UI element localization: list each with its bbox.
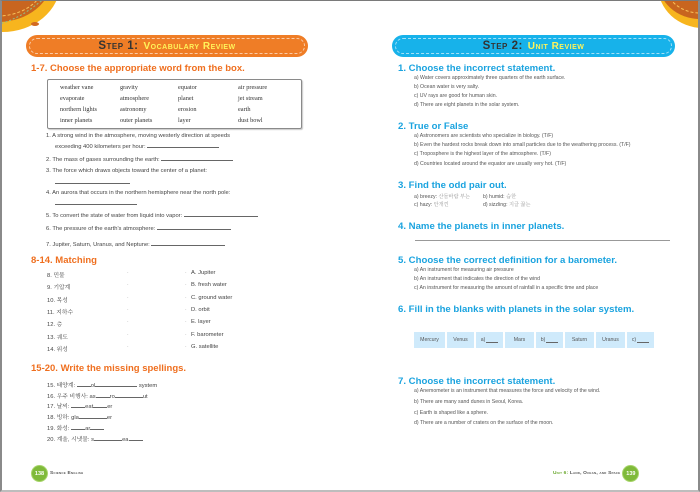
spelling-blank[interactable] (79, 413, 93, 419)
q5-option[interactable]: c) An instrument for measuring the amount of rainfall in a specific time and place (414, 285, 599, 291)
spelling-item: 20. 계울, 시냇물: s ea (47, 434, 143, 443)
q1-option[interactable]: c) UV rays are good for human skin. (414, 93, 498, 99)
matching-left-item: 10. 목성 (47, 297, 68, 304)
q1-option[interactable]: a) Water covers approximately three quarters of the earth surface. (414, 75, 566, 81)
answer-blank[interactable] (55, 178, 130, 184)
question-4: 4. An aurora that occurs in the northern hemisphere near the north pole: (46, 190, 231, 196)
step-number: Step 2: (482, 40, 523, 52)
step1-banner (26, 35, 308, 57)
q3-heading: 3. Find the odd pair out. (398, 180, 507, 191)
spelling-blank[interactable] (96, 392, 110, 398)
footer-right (553, 466, 638, 481)
question-5: 5. To convert the state of water from liquid into vapor: (46, 211, 258, 219)
spelling-blank[interactable] (71, 402, 85, 408)
section-heading-vocab: 1-7. Choose the appropriate word from the box. (31, 63, 245, 74)
matching-right-item: G. satellite (191, 343, 219, 350)
match-dot[interactable]: · (127, 282, 129, 289)
word-box-item: layer (178, 117, 191, 124)
matching-right-item: E. layer (191, 319, 211, 326)
match-dot[interactable]: · (185, 306, 187, 313)
planet-cell: Venus (447, 332, 474, 348)
word-box-item: equator (178, 84, 197, 91)
q3-pair-c: c) hazy: 안개낀 (414, 202, 449, 208)
answer-blank[interactable] (55, 199, 137, 205)
spelling-blank[interactable] (123, 381, 137, 387)
spelling-item: 15. 태양계: ol system (47, 383, 158, 389)
word-grid (60, 83, 301, 126)
q2-heading: 2. True or False (398, 121, 469, 132)
q2-option[interactable]: d) Countries located around the equator are usually very hot. (T/F) (414, 160, 567, 167)
word-box-item: jet stream (238, 95, 263, 102)
planet-cell: Mercury (414, 332, 445, 348)
section-heading-matching: 8-14. Matching (31, 255, 97, 266)
planet-table (414, 332, 654, 348)
matching-left-item: 8. 민물 (47, 273, 65, 279)
answer-blank[interactable] (157, 224, 231, 230)
page-number-badge: 138 (32, 466, 47, 481)
question-6: 6. The pressure of the earth's atmosphere: (46, 224, 231, 232)
planet-cell[interactable]: a) (476, 332, 503, 348)
spelling-blank[interactable] (71, 424, 85, 430)
step-title: Vocabulary Review (143, 40, 236, 52)
matching-left-item: 9. 기압계 (47, 285, 71, 292)
question-3: 3. The force which draws objects toward the center of a planet: (46, 168, 208, 174)
word-box-item: astronomy (120, 106, 147, 113)
q2-option[interactable]: b) Even the hardest rocks break down into small particles due to the weathering process. (T/F) (414, 142, 631, 149)
spelling-item: 19. 화성: ar (47, 423, 104, 432)
q4-answer-line[interactable] (415, 240, 670, 241)
corner-decoration-icon (648, 0, 700, 36)
planet-cell[interactable]: c) (627, 332, 654, 348)
step-title: Unit Review (527, 40, 585, 52)
q2-option[interactable]: c) Troposphere is the highest layer of the atmosphere. (T/F) (414, 151, 551, 158)
match-dot[interactable]: · (185, 294, 187, 301)
q1-option[interactable]: b) Ocean water is very salty. (414, 84, 480, 90)
q7-heading: 7. Choose the incorrect statement. (398, 376, 556, 387)
word-box-item: evaporate (60, 95, 85, 102)
q6-heading: 6. Fill in the blanks with planets in the solar system. (398, 304, 635, 315)
planet-cell[interactable]: b) (536, 332, 563, 348)
match-dot[interactable]: · (185, 282, 187, 289)
question-1: 1. A strong wind in the atmosphere, moving westerly direction at speeds (46, 133, 231, 139)
q5-heading: 5. Choose the correct definition for a barometer. (398, 255, 618, 266)
word-box-item: northern lights (60, 106, 97, 113)
planet-cell: Saturn (565, 332, 594, 348)
q2-option[interactable]: a) Astronomers are scientists who specialize in biology. (T/F) (414, 133, 554, 139)
word-box (47, 79, 302, 129)
footer-left (32, 466, 83, 481)
q3-pair-b: b) humid: 습한 (483, 194, 517, 200)
question-7: 7. Jupiter, Saturn, Uranus, and Neptune: (46, 240, 225, 248)
matching-right-item: B. fresh water (191, 282, 227, 289)
page-number-badge: 139 (623, 466, 638, 481)
spelling-blank[interactable] (77, 381, 91, 387)
question-4-blank (55, 199, 137, 207)
spelling-blank[interactable] (108, 435, 122, 441)
q7-option[interactable]: c) Earth is shaped like a sphere. (414, 409, 489, 416)
q4-heading: 4. Name the planets in inner planets. (398, 221, 565, 232)
spelling-blank[interactable] (129, 392, 143, 398)
matching-left-item: 12. 층 (47, 322, 63, 329)
word-box-item: outer planets (120, 117, 153, 124)
spelling-item: 17. 날씨: eat er (47, 404, 113, 411)
question-2: 2. The mass of gases surrounding the earth: (46, 155, 233, 163)
q7-option[interactable]: a) Anemometer is an instrument that measures the force and velocity of the wind. (414, 388, 601, 394)
q5-option[interactable]: b) An instrument that indicates the direction of the wind (414, 276, 541, 282)
answer-blank[interactable] (184, 211, 258, 217)
matching-right-item: F. barometer (191, 331, 224, 338)
section-heading-spelling: 15-20. Write the missing spellings. (31, 363, 187, 374)
match-dot[interactable]: · (127, 270, 129, 276)
spelling-blank[interactable] (95, 381, 109, 387)
word-box-item: erosion (178, 106, 197, 113)
q7-option[interactable]: b) There are many sand dunes in Seoul, Korea. (414, 398, 524, 405)
word-box-item: air pressure (238, 84, 268, 91)
spelling-blank[interactable] (93, 413, 107, 419)
match-dot[interactable]: · (185, 319, 187, 326)
planet-cell: Uranus (596, 332, 625, 348)
match-dot[interactable]: · (127, 331, 129, 338)
q3-pair-d: d) sizzling: 지글 끓는 (483, 202, 531, 208)
matching-right-item: A. Jupiter (191, 270, 216, 276)
q1-heading: 1. Choose the incorrect statement. (398, 63, 556, 74)
answer-blank[interactable] (151, 240, 225, 246)
spelling-blank[interactable] (93, 402, 107, 408)
unit-title: Unit 6: Land, Ocean, and Space (553, 471, 621, 476)
matching-left-item: 14. 위성 (47, 346, 68, 353)
word-box-item: gravity (120, 84, 138, 91)
spelling-item: 18. 빙하: gla er (47, 415, 113, 422)
q5-option[interactable]: a) An instrument for measuring air pressure (414, 267, 514, 273)
question-3-blank (55, 178, 130, 186)
match-dot[interactable]: · (127, 343, 129, 350)
spelling-blank[interactable] (94, 435, 108, 441)
word-box-item: earth (238, 106, 251, 113)
answer-blank[interactable] (161, 155, 233, 161)
question-1-line2: exceeding 400 kilometers per hour: (55, 142, 219, 150)
match-dot[interactable]: · (185, 343, 187, 350)
matching-right-item: C. ground water (191, 294, 233, 301)
word-box-item: planet (178, 95, 194, 102)
match-dot[interactable]: · (185, 331, 187, 338)
answer-blank[interactable] (147, 142, 219, 148)
step2-banner (392, 35, 675, 57)
spelling-item: 16. 우주 비행사: as ro ut (47, 393, 148, 400)
match-dot[interactable]: · (127, 306, 129, 313)
word-box-item: atmosphere (120, 95, 150, 102)
q7-option[interactable]: d) There are a number of craters on the surface of the moon. (414, 420, 554, 427)
step-number: Step 1: (98, 40, 139, 52)
word-box-item: dust bowl (238, 117, 263, 124)
corner-decoration-icon (0, 0, 62, 36)
word-box-item: inner planets (60, 117, 93, 124)
spelling-blank[interactable] (90, 424, 104, 430)
spelling-blank[interactable] (115, 392, 129, 398)
q3-pair-a: a) breezy: 산들바람 부는 (414, 194, 471, 200)
matching-left-item: 13. 궤도 (47, 334, 68, 341)
q1-option[interactable]: d) There are eight planets in the solar system. (414, 102, 520, 108)
book-title: Science English (50, 471, 84, 476)
planet-cell: Mars (505, 332, 534, 348)
spelling-blank[interactable] (109, 381, 123, 387)
match-dot[interactable]: · (127, 319, 129, 326)
matching-left-item: 11. 지하수 (47, 309, 74, 316)
word-box-item: weather vane (60, 84, 94, 91)
matching-right-item: D. orbit (191, 306, 210, 313)
spelling-blank[interactable] (129, 435, 143, 441)
match-dot[interactable]: · (127, 294, 129, 301)
match-dot[interactable]: · (185, 270, 187, 276)
